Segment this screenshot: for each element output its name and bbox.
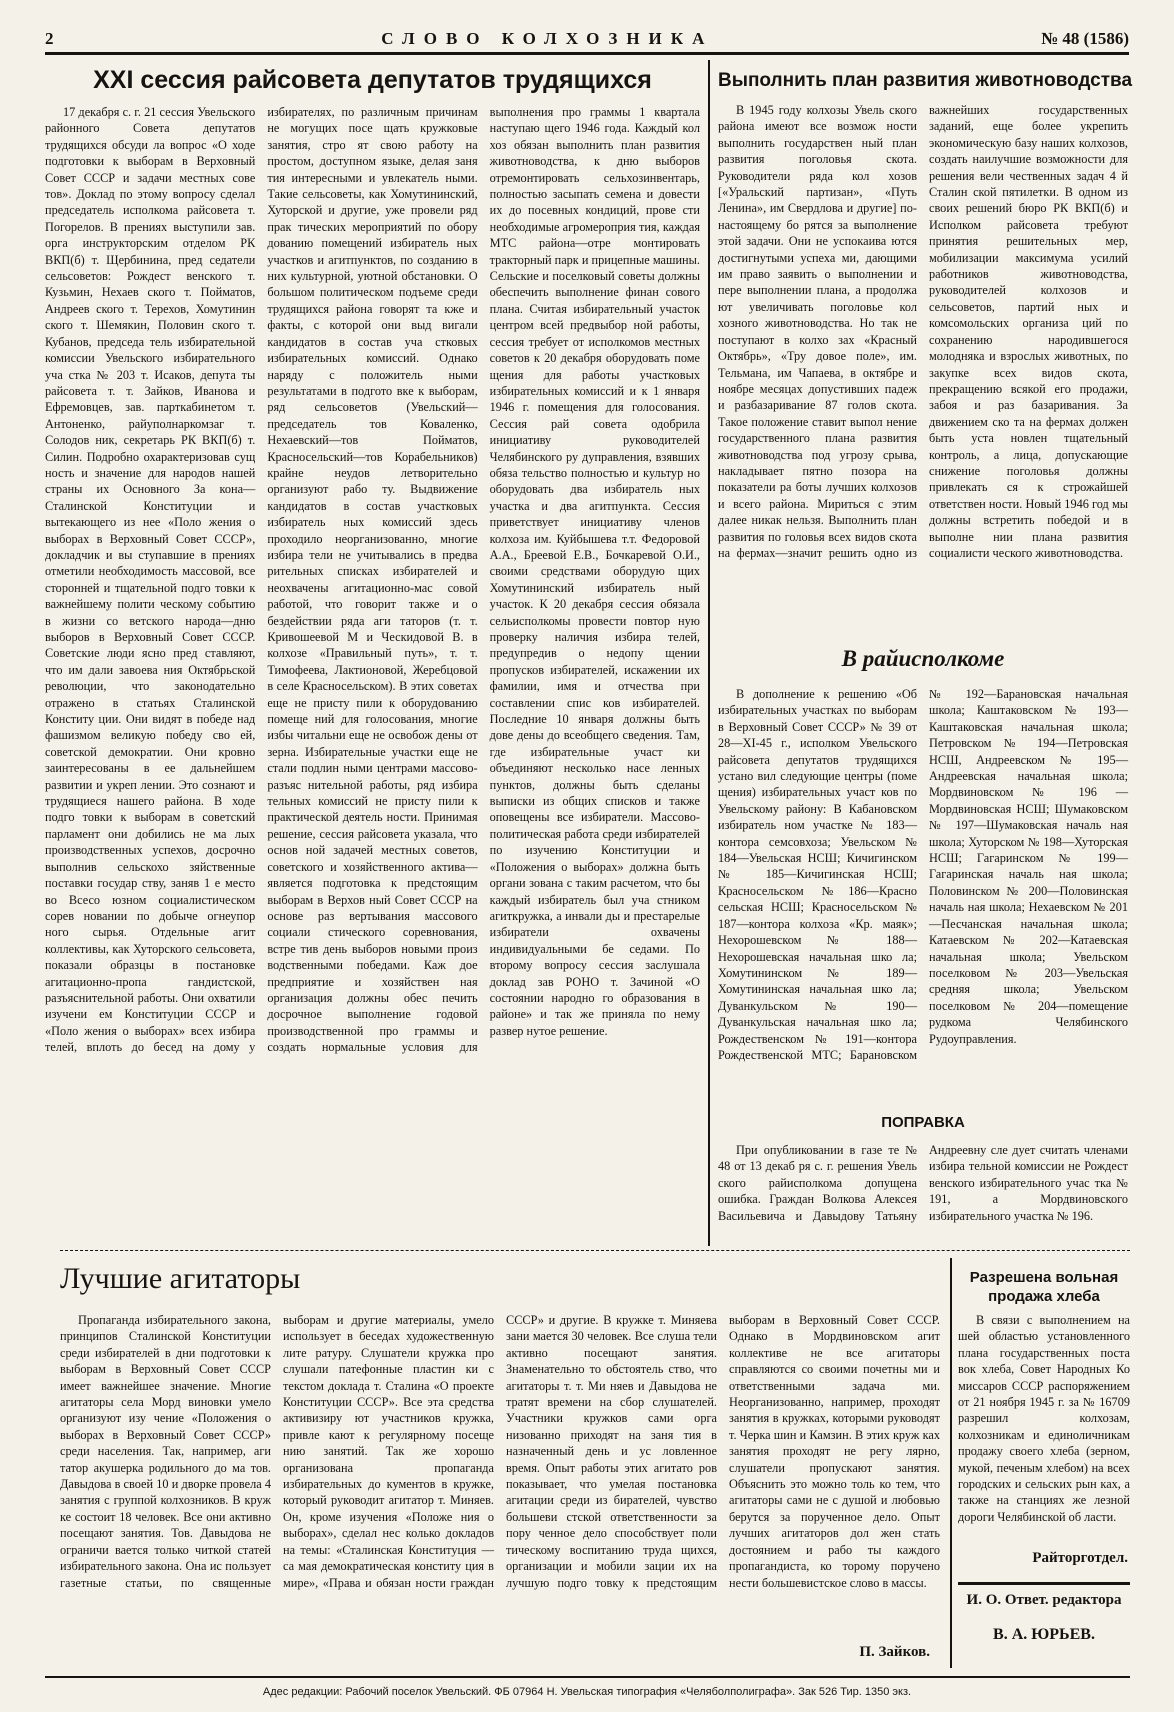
correction-headline: ПОПРАВКА (881, 1114, 965, 1131)
bread-headline: Разрешена вольная продажа хлеба (969, 1269, 1119, 1305)
bread-article-body: В связи с выполнением на шей областью установленного плана государственных поста вок хлеба, Совет Народных Ко миссаров СССР распоряжением от 21 ноября 1945 г. за № 16709 разрешил колхозам, колхозникам и единоличникам продажу своего хлеба (зерном, мукой, печеным хлебом) на всех городских и сельских рын ках, а также на станциях же лезной дороги Челябинской об ласти. (958, 1313, 1130, 1524)
correction-article-body: При опубликовании в газе те № 48 от 13 декаб ря с. г. решения Увель ского райисполкома допущена ошибка. Граждан Волкова Алексея Васильевича и Давыдову Татьяну Андреевну сле дует считать членами избира тельной комиссии не Рождест венского избирательного учас тка № 191, а Мордвиновского избирательного участка № 196. (718, 1143, 1128, 1223)
session-article-body: 17 декабря с. г. 21 сессия Увельского районного Совета депутатов трудящихся обсуди ла вопрос «О ходе подготовки к выборам в Верховный Совет СССР и задачи местных сове тов». Доклад по этому вопросу сделал председатель исполкома райсовета т. Погорелов. В прениях выступили зав. орга инструкторским отделом РК ВКП(б) т. Щербинина, пред седатели сельсоветов: Рождест венского т. Кузьмин, Нехаев ского т. Пойматов, Андреев ского т. Терехов, Хомутинин ского т. Шемякин, Половин ского т. Кубанов, председа тель избирательной комиссии Увельского избирательного уча стка № 203 т. Исаков, депута ты райсовета т. т. Зайков, Иванова и Ефремовцев, зав. парткабинетом т. Антоненко, райуполнаркомзаг т. Солодов ник, секретарь РК ВКП(б) т. Силин. Подробно охарактеризовав сущ ность и значение для народов нашей страны их Основного За кона—Сталинской Конституции и вытекающего из нее «Поло жения о выборах в Верховный Совет СССР», докладчик и вы ступавшие в прениях отметили необходимость массовой, все сторонней и тщательной подго товки к важнейшему полити ческому событию в жизни со ветского народа—дню выборов в Верховный Совет СССР. Советские люди ясно пред ставляют, что им дали завоева ния Октябрьской революции, что законодательно отражено в статьях Сталинской Конститу ции. Они видят в победе над фашизмом великую победу сво ей, советской демократии. Они кровно заинтересованы в ее дальнейшем развитии и укреп лении. Это сознают и трудящиеся нашего района. В ходе подго товки к выборам в советский парламент они добились не ма лых производственных успехов, досрочно выполнив сельскохо зяйственные поставки государ ству, заняв 1 е место во Всесо юзном социалистическом сорев новании по добыче огнеупор ного сырья. Отдельные агит коллективы, как Хуторского сельсовета, показали образцы в постановке агитационно-пропа гандистской, разъяснительной работы. Они охватили изучени ем Конституции СССР и «Поло жения о выборах» всех избира телей, вплоть до бесед на дому у избирателях, по различным причинам не могущих посе щать кружковые занятия, стро ят свою работу на простом, доступном языке, делая заня тия интересными и увлекатель ными. Такие сельсоветы, как Хомутининский, Хуторской и другие, уже провели ряд прак тических мероприятий по обору дованию помещений избиратель ных участков и агитпунктов, по созданию в них культурной, уютной обстановки. О большом политическом подъеме среди трудящихся района говорят та кже и факты, с которой они выд вигали кандидатов в состав уча стковых избирательных комиссий. Однако наряду с положитель ными результатами в подгото вке к выборам, ряд сельсоветов (Увельский—председатель тов Коваленко, Нехаевский—тов Пойматов, Красносельский—тов Корабельников) крайне неудов летворительно организуют рабо ту. Выдвижение кандидатов в состав участковых избиратель ных комиссий здесь проходило неорганизованно, многие избира тели не учитывались в предва рительных списках избирателей и неохвачены агитационно-мас совой работой, что говорит также и о бездействии ряда аги таторов (т. т. Кривошеевой М и Ческидовой В. в колхозе «Правильный путь», т. т. Тимофеева, Лактионовой, Жеребцовой в селе Красносельском). В этих советах еще не присту пили к оборудованию помеще ний для голосования, многие избы читальни еще не освобож дены от зерна. Избирательные участки еще не стали подлин ными центрами массово-разъяс нительной работы, ряд избира тельных комиссий не присту пили к практической деятель ности. Принимая решение, сессия райсовета указала, что основ ной задачей местных советов, советского и хозяйственного актива—является подготовка к предстоящим выборам в Верхов ный Совет СССР на основе раз вертывания массового социали стического соревнования, встре тив день выборов новыми произ водственными победами. Каж дое предприятие и хозяйствен ная организация должны обес печить досрочное выполнение годовой производственной про граммы и создать нормальные условия для выполнения про граммы 1 квартала наступаю щего 1946 года. Каждый кол хоз обязан выполнить план развития животноводства, к дню выборов отремонтировать сельхозинвентарь, полностью засыпать семена и довести их до посевных кондиций, прове сти необходимые агромероприя тия, каждая МТС района—отре монтировать тракторный парк и прицепные машины. Сельские и поселковый советы должны обеспечить выполнение финан сового плана. Считая избирательный участок центром всей предвыбор ной работы, сессия требует от исполкомов местных советов к 20 декабря оборудовать поме щения для работы участковых избирательных комиссий и к 1 января 1946 г. помещения для голосования. Сессия рай совета одобрила инициативу руководителей Челябинского ру дуправления, взявших обяза тельство полностью и культур но оборудовать два избиратель ных участка и два агитпункта. Сессия приветствует инициативу членов колхоза им. Куйбышева т.т. Федоровой А.А., Бреевой Е.В., Бочкаревой О.И., своими средствами оборудую щих Хомутининский избиратель ный участок. К 20 декабря сессия обязала сельисполкомы провести повтор ную проверку наличия избира телей, предупредив о недопу щении пропусков избирателей, искажении их фамилии, имя и отчества при составлении спис ков избирателей. Последние 10 января должны быть дове дены до всеобщего сведения. Там, где избирательные участ ки объединяют несколько насе ленных пунктов, должны быть сделаны выписки из общих списков и также оповещены все избиратели. Массово-политическая работа среди избирателей по изучению Конституции и «Положения о выборах» должна быть органи зована с таким расчетом, что бы каждый избиратель был уча стником агиткружка, а инвали ды и престарелые избиратели охвачены индивидуальными бе седами. По второму вопросу сессия заслушала доклад зав РОНО т. Зачиной «О состоянии народно го образования в районе» и так же приняла по нему развер нутое решение. (45, 105, 700, 1055)
footer-rule (45, 1676, 1130, 1678)
session-headline: XXI сессия райсовета депутатов трудящихся (93, 66, 652, 94)
column-rule (708, 60, 710, 1246)
imprint-footer: Адес редакции: Рабочий поселок Увельский. ФБ 07964 Н. Увельская типография «Челяболполиграфа». Зак 526 Тир. 1350 экз. (262, 1686, 912, 1698)
column-rule-bottom (950, 1258, 952, 1668)
section-rule (60, 1250, 1130, 1253)
agitators-headline: Лучшие агитаторы (60, 1262, 301, 1295)
editor-rule-top (958, 1582, 1130, 1585)
raiispolkom-article-body: В дополнение к решению «Об избирательных участках по выборам в Верховный Совет СССР» № 39 от 28—XI-45 г., исполком Увельского райсовета депутатов трудящихся устано вил следующие центры (поме щения) избирательных участ ков по Увельскому району: В Кабановском избиратель ном участке № 183—контора семсовхоза; Увельском № 184—Увельская НСШ; Кичигинском № 185—Кичигинская НСШ; Красносельском №186—Красно сельская НСШ; Красносельском № 187—контора колхоза «Кр. маяк»; Нехорошевском № 188—Нехорошевская начальная шко ла; Хомутининском № 189—Хомутининская начальная шко ла; Дуванкульском № 190—Дуванкульская начальная шко ла; Рождественском № 191—контора Рождественской МТС; Барановском № 192—Барановская начальная школа; Каштаковском № 193—Каштаковская начальная школа; Петровском № 194—Петровская НСШ, Андреевском № 195—Андреевская начальная школа; Мордвиновском № 196 — Мордвиновская НСШ; Шумаковском № 197—Шумаковская началь ная школа; Хуторском № 198—Хуторская НСШ; Гагаринском № 199—Гагаринская началь ная школа; Половинском № 200—Половинская началь ная школа; Нехаевском № 201—Песчанская начальная школа; Катаевском № 202—Катаевская начальная школа; Увельском поселковом № 203—Увельская средняя школа; Увельском поселковом № 204—помещение рудкома Челябинского Рудоуправления. (718, 687, 1128, 1062)
livestock-article-body: В 1945 году колхозы Увель ского района имеют все возмож ности выполнить государствен ный план развития поголовья скота. Руководители ряда кол хозов [«Уральский партизан», «Путь Ленина», им Свердлова и другие] по-настоящему бо рятся за выполнение этой задачи. Они не успокаива ются достигнутыми успеха ми, дающими им право заявить о выполнении и пере выполнении плана, а продолжа ют увеличивать поголовье кол хозного животноводства. Но так не поступают в колхо зах «Красный Октябрь», «Тру довое поле», им. Тельмана, им Чапаева, в октябре и ноябре месяцах допустивших падеж и разбазаривание 87 голов скота. Такое положение ставит выпол нение государственного плана развития животноводства под угрозу срыва, накладывает пятно позора на показатели ра боты лучших колхозов и всего района. Мириться с этим далее никак нельзя. Выполнить план развития по головья всех видов скота на фермах—значит решить одно из важнейших государственных заданий, еще более укрепить экономическую базу наших колхозов, создать наилучшие возможности для решения вели чественных задач 4 й Сталин ской пятилетки. В одном из своих решений бюро РК ВКП(б) и Исполком райсовета требуют принятия решительных мер, мобилизации максимума усилий работников животноводства, руководителей колхозов и сельсоветов, партий ных и комсомольских организа ций по сохранению народившегося молодняка и взрослых животных, по закупке всех видов скота, прекращению всякой его продажи, забоя и раз базаривания. За движением ско та на фермах должен быть уста новлен тщательный контроль, а лица, допускающие снижение поголовья должны привлекать ся к строжайшей ответствен ности. Новый 1946 год мы должны встретить победой и в выполне нии плана развития социалисти ческого животноводства. (718, 103, 1128, 560)
livestock-headline: Выполнить план развития животноводства (718, 70, 1133, 91)
agitators-signature: П. Зайков. (859, 1644, 930, 1660)
raiispolkom-headline: В райисполкоме (841, 646, 1005, 671)
bread-signature: Райторготдел. (1032, 1550, 1128, 1566)
newspaper-title: СЛОВО КОЛХОЗНИКА (381, 29, 714, 48)
editor-name: В. А. ЮРЬЕВ. (993, 1626, 1095, 1643)
masthead (45, 26, 1129, 55)
page-number: 2 (45, 29, 54, 48)
issue-number: № 48 (1586) (1041, 29, 1129, 48)
editor-title: И. О. Ответ. редактора (966, 1592, 1122, 1608)
agitators-article-body: Пропаганда избирательного закона, принципов Сталинской Конституции среди избирателей в дни подготовки к выборам в Верховный Совет СССР имеет важнейшее значение. Многие агитаторы села Морд виновки умело организуют изу чение «Положения о выборах в Верховный Совет СССР» среди населения. Так, например, аги татор акушерка родильного до ма тов. Давыдова в своей 10 и дворке провела 4 занятия с группой колхозников. В круж ке состоит 18 человек. Все они активно посещают занятия. Тов. Давыдова не ограничи вается только читкой статей избирательного закона. Она ис пользует газетные статьи, по священные выборам и другие материалы, умело использует в беседах художественную лите ратуру. Слушатели кружка про слушали патефонные пластин ки с текстом доклада т. Сталина «О проекте Конституции СССР». Все эта средства активизиру ют участников кружка, привле кают к регулярному посеще нию занятий. Так же хорошо организована пропаганда избирательных до кументов в кружке, который руководит агитатор т. Миняев. Он, кроме изучения «Положе ния о выборах», сделал нес колько докладов на темы: «Сталинская Конституция — са мая демократическая конститу ция в мире», «Права и обязан ности граждан СССР» и другие. В кружке т. Миняева зани мается 30 человек. Все слуша тели активно посещают занятия. Знаменательно то обстоятель ство, что агитаторы т. т. Ми няев и Давыдова не тратят времени на сбор слушателей. Участники кружков сами орга низованно приходят на заня тия в назначенный день и ус ловленное время. Опыт работы этих агитато ров показывает, что умелая постановка агитации среди из бирателей, чувство большеви стской ответственности за пору ченное дело способствует поли тическому воспитанию труда щихся, организации и мобили зации их на лучшую подго товку к предстоящим выборам в Верховный Совет СССР. Однако в Мордвиновском агит коллективе не все агитаторы справляются со своими почетны ми и ответственными задача ми. Неорганизованно, например, проходят занятия в кружках, которыми руководят т. Черка шин и Камзин. В этих круж ках занятия проходят не регу лярно, слушатели пропускают занятия. Объяснить это можно толь ко тем, что агитаторы сами не с душой и любовью берутся за порученное дело. Опыт лучших агитаторов дол жен стать достоянием и рабо ты каждого пропагандиста, ко торому поручено нести большевистское слово в массы. (60, 1313, 940, 1590)
